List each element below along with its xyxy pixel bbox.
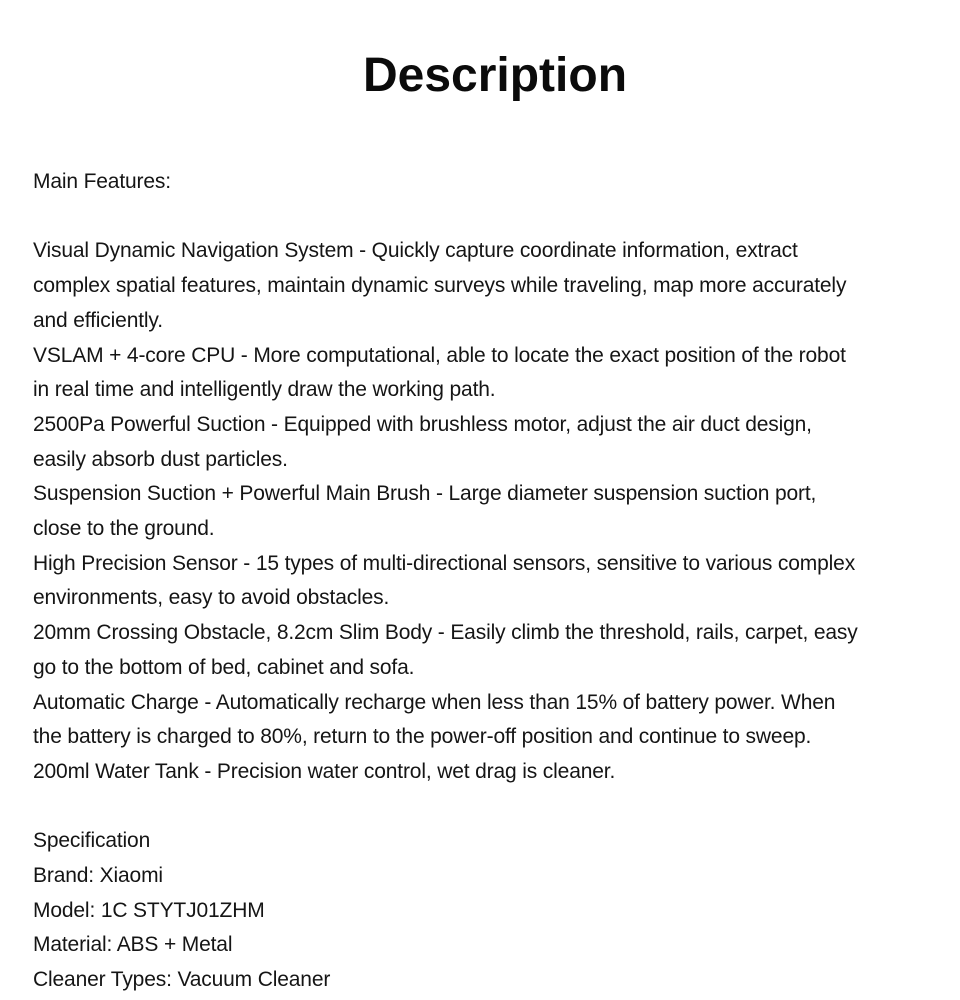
feature-line: easily absorb dust particles. (33, 447, 288, 471)
feature-line: Visual Dynamic Navigation System - Quickly capture coordinate information, extract (33, 239, 798, 263)
feature-line: 2500Pa Powerful Suction - Equipped with brushless motor, adjust the air duct design, (33, 412, 812, 436)
spacer (33, 200, 938, 235)
feature-item-vslam (33, 339, 938, 408)
feature-line: in real time and intelligently draw the working path. (33, 378, 496, 402)
feature-item-main-brush (33, 477, 938, 546)
feature-item-charge (33, 686, 938, 755)
spec-brand: Brand: Xiaomi (33, 864, 163, 888)
specification-heading: Specification (33, 829, 151, 853)
spec-material: Material: ABS + Metal (33, 933, 233, 957)
feature-item-navigation (33, 234, 938, 338)
feature-line: High Precision Sensor - 15 types of multi-directional sensors, sensitive to various complex (33, 551, 856, 575)
feature-line: 20mm Crossing Obstacle, 8.2cm Slim Body - Easily climb the threshold, rails, carpet, easy (33, 621, 858, 645)
feature-item-water-tank (33, 755, 938, 790)
main-features-heading: Main Features: (33, 170, 171, 193)
feature-line: go to the bottom of bed, cabinet and sofa. (33, 655, 415, 679)
feature-line: complex spatial features, maintain dynamic surveys while traveling, map more accurately (33, 274, 847, 298)
page-title: Description (362, 49, 628, 102)
feature-line: VSLAM + 4-core CPU - More computational, able to locate the exact position of the robot (33, 343, 846, 367)
description-content (33, 165, 938, 998)
spec-model: Model: 1C STYTJ01ZHM (33, 898, 265, 922)
spacer (33, 790, 938, 825)
feature-line: the battery is charged to 80%, return to the power-off position and continue to sweep. (33, 725, 812, 749)
spec-cleaner-types: Cleaner Types: Vacuum Cleaner (33, 968, 331, 992)
feature-line: and efficiently. (33, 308, 163, 332)
feature-line: close to the ground. (33, 517, 215, 541)
feature-line: Automatic Charge - Automatically recharge when less than 15% of battery power. When (33, 690, 836, 714)
feature-line: Suspension Suction + Powerful Main Brush - Large diameter suspension suction port, (33, 482, 817, 506)
feature-line: 200ml Water Tank - Precision water control, wet drag is cleaner. (33, 759, 616, 783)
feature-item-obstacle (33, 616, 938, 685)
feature-item-sensor (33, 547, 938, 616)
feature-item-suction (33, 408, 938, 477)
feature-line: environments, easy to avoid obstacles. (33, 586, 390, 610)
